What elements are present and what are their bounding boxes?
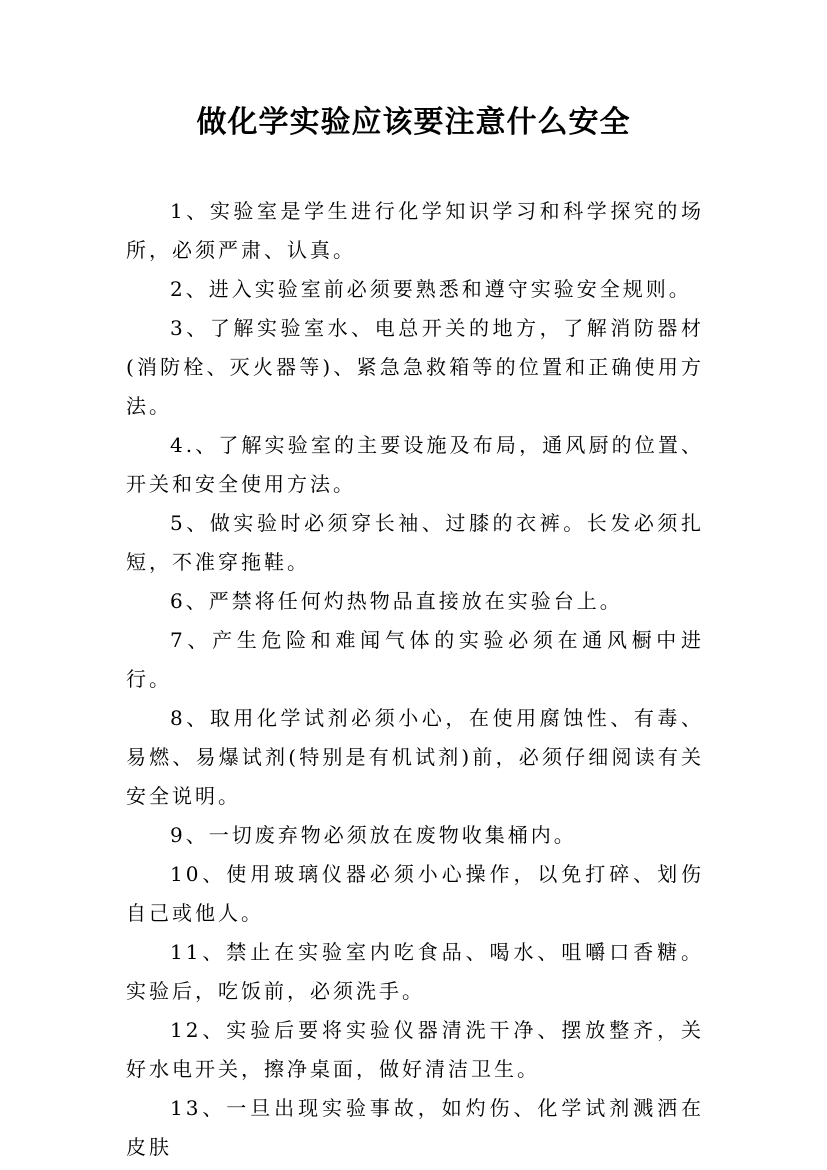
paragraph-11: 11、禁止在实验室内吃食品、喝水、咀嚼口香糖。实验后，吃饭前，必须洗手。 [126,940,704,1003]
document-title: 做化学实验应该要注意什么安全 [196,105,631,140]
paragraph-5: 5、做实验时必须穿长袖、过膝的衣裤。长发必须扎短，不准穿拖鞋。 [126,511,704,574]
paragraph-9: 9、一切废弃物必须放在废物收集桶内。 [170,823,577,847]
paragraph-10: 10、使用玻璃仪器必须小心操作，以免打碎、划伤自己或他人。 [126,862,704,925]
paragraph-2: 2、进入实验室前必须要熟悉和遵守实验安全规则。 [170,277,692,301]
paragraph-7: 7、产生危险和难闻气体的实验必须在通风橱中进行。 [126,628,704,691]
paragraph-6: 6、严禁将任何灼热物品直接放在实验台上。 [170,589,623,613]
paragraph-1: 1、实验室是学生进行化学知识学习和科学探究的场所，必须严肃、认真。 [126,199,704,262]
document-body [126,192,704,1167]
paragraph-4: 4.、了解实验室的主要设施及布局，通风厨的位置、开关和安全使用方法。 [126,433,704,496]
paragraph-8: 8、取用化学试剂必须小心，在使用腐蚀性、有毒、易燃、易爆试剂(特别是有机试剂)前，必须仔细阅读有关安全说明。 [126,706,704,808]
paragraph-3: 3、了解实验室水、电总开关的地方，了解消防器材(消防栓、灭火器等)、紧急急救箱等的位置和正确使用方法。 [126,316,704,418]
paragraph-12: 12、实验后要将实验仪器清洗干净、摆放整齐，关好水电开关，擦净桌面，做好清洁卫生。 [126,1018,704,1081]
paragraph-13: 13、一旦出现实验事故，如灼伤、化学试剂溅洒在皮肤 [126,1096,704,1159]
